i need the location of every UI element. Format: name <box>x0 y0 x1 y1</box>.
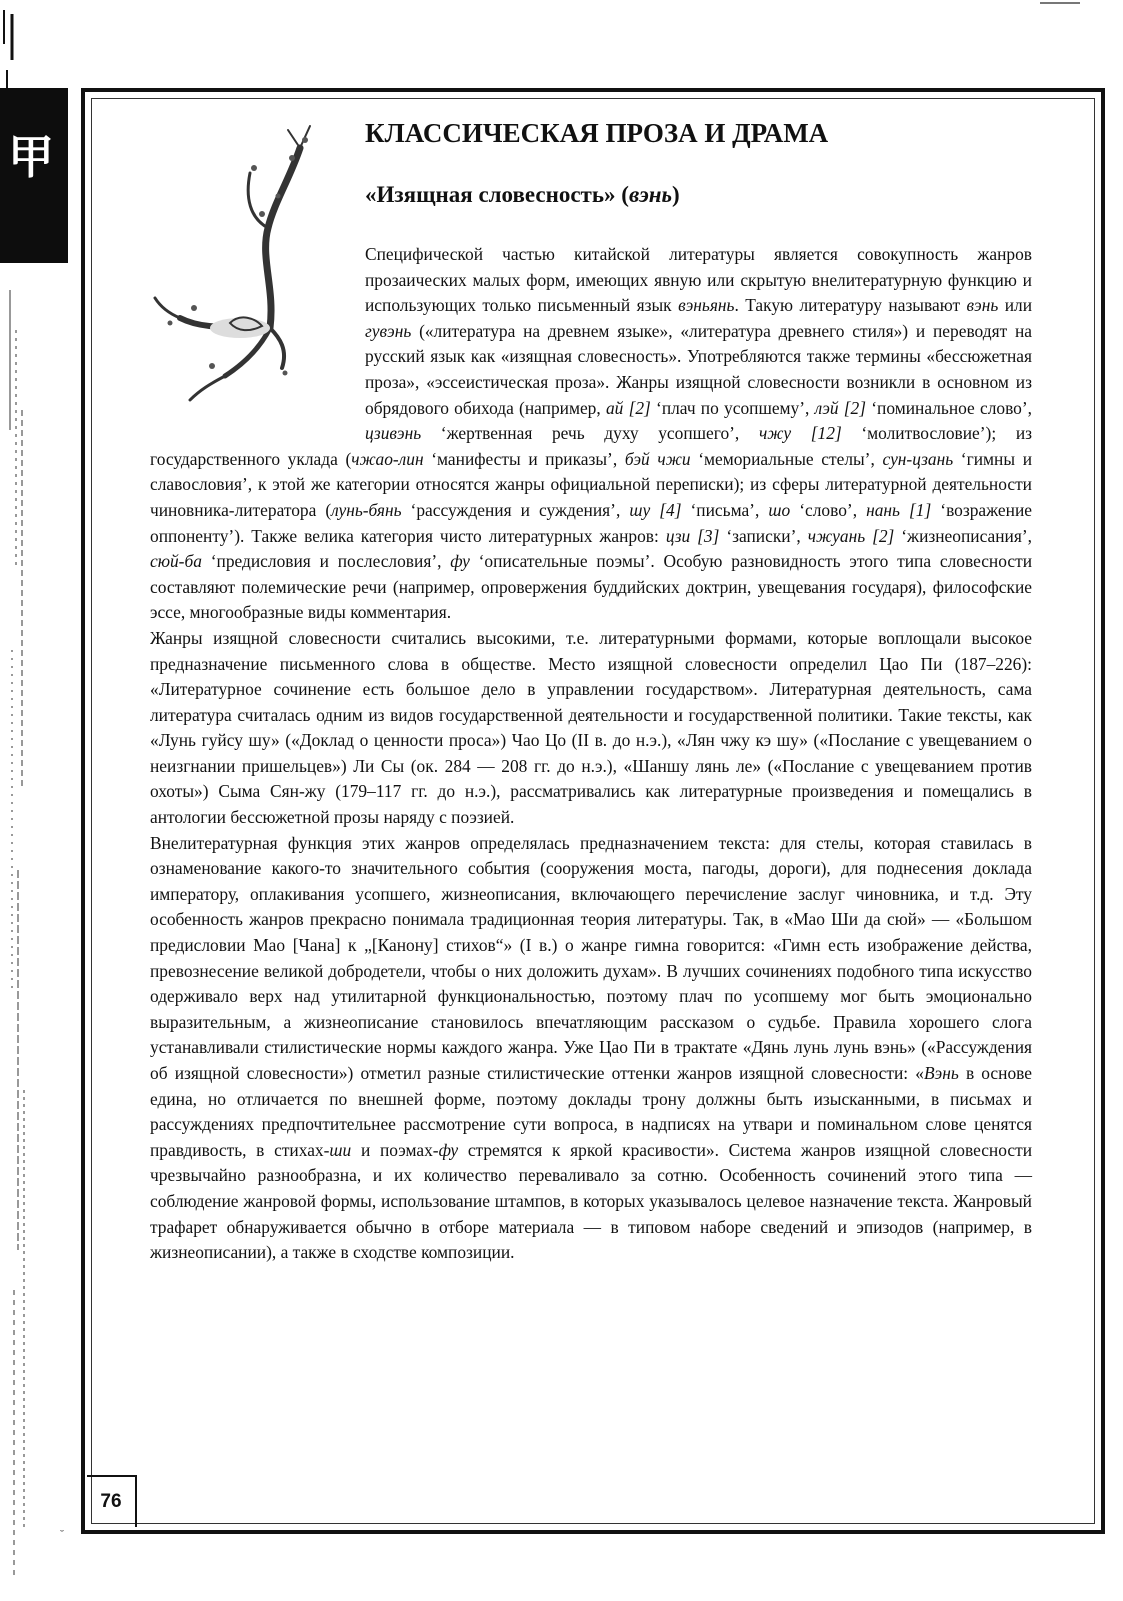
paragraph <box>150 831 1032 1266</box>
text-run: ‘рассуждения и суждения’, <box>401 499 630 520</box>
term-italic: цзи [3] <box>665 525 720 546</box>
term-italic: вэньянь <box>678 295 735 316</box>
paragraph <box>150 626 1032 831</box>
chapter-glyph: 甲 <box>8 130 54 184</box>
text-run: ‘жертвенная речь духу усопшего’, <box>421 423 759 444</box>
section-subtitle <box>365 182 680 208</box>
illustration-spacer <box>150 242 365 422</box>
text-run: ‘молитвословие’); из государственного уклада ( <box>150 423 1033 469</box>
term-italic: сюй-ба <box>150 551 202 572</box>
text-run: ‘возражение оппоненту’). Также велика категория чисто литературных жанров: <box>150 499 1032 546</box>
text-run: ‘гимны и славословия’, к этой же категории относятся жанры официальной переписки); из сферы литературной деятельности чиновника-литератора ( <box>150 448 1032 520</box>
term-italic: чжао-лин <box>351 448 424 469</box>
scan-top-marks <box>0 0 30 90</box>
text-run: или <box>998 295 1032 316</box>
text-run: Жанры изящной словесности считались высокими, т.е. литературными формами, которые воплощали высокое предназначение письменного слова в обществе. Место изящной словесности определил Цао Пи (187–226): «Литературное сочинение есть большое дело в управлении государством». Литературная деятельность, сама литература считалась одним из видов государственной деятельности и государственной политики. Такие тексты, как «Лунь гуйсу шу» («Доклад о ценности проса») Чао Цо (II в. до н.э.), «Лян чжу кэ шу» («Послание с увещеванием о неизгнании пришельцев») Ли Сы (ок. 284 — 208 гг. до н.э.), «Шаншу лянь ле» («Послание с увещеванием против охоты») Сыма Сян-жу (179–117 гг. до н.э.), рассматривались как литературные произведения и помещались в антологии бессюжетной прозы наряду с поэзией. <box>150 627 1032 828</box>
term-italic: цзивэнь <box>365 423 422 444</box>
term-italic: чжуань [2] <box>807 525 895 546</box>
term-italic: лэй [2] <box>814 397 867 418</box>
page-number: 76 <box>87 1475 137 1527</box>
scan-mark-bottom: ˘ <box>60 1527 64 1541</box>
text-run: и поэмах- <box>351 1139 439 1160</box>
subtitle-end: ) <box>672 182 680 207</box>
text-run: ‘манифесты и приказы’, <box>423 448 625 469</box>
text-run: Внелитературная функция этих жанров определялась предназначением текста: для стелы, которая ставилась в ознаменование какого-то значительного события (сооружения моста, пагоды, дороги), для поднесения доклада императору, оплакивания усопшего, жизнеописания, включающего перечисление заслуг чиновника, и т.д. Эту особенность жанров прекрасно понимала традиционная теория литературы. Так, в «Мао Ши да сюй» — «Большом предисловии Мао [Чана] к „[Канону] стихов“» (I в.) о жанре гимна говорится: «Гимн есть изображение действа, превознесение великой добродетели, чтобы о них доложить духам». В лучших сочинениях подобного типа искусство одерживало верх над утилитарной функциональностью, поэтому плач по усопшему мог быть эмоционально выразительным, а жизнеописание становилось впечатляющим рассказом о судьбе. Правила хорошего слога устанавливали стилистические нормы каждого жанра. Уже Цао Пи в трактате «Дянь лунь лунь вэнь» («Рассуждения об изящной словесности») отметил разные стилистические оттенки жанров изящной словесности: « <box>150 832 1032 1083</box>
term-italic: ай [2] <box>605 397 651 418</box>
term-italic: ши <box>329 1139 352 1160</box>
article-body <box>150 242 1032 1266</box>
text-run: ‘плач по усопшему’, <box>650 397 815 418</box>
text-run: ‘слово’, <box>790 499 867 520</box>
term-italic: Вэнь <box>923 1063 959 1083</box>
term-italic: вэнь <box>966 295 999 316</box>
scan-mark <box>1040 2 1080 4</box>
term-italic: нань [1] <box>866 499 932 520</box>
text-run: ‘мемориальные стелы’, <box>690 448 883 469</box>
term-italic: гувэнь <box>365 320 412 341</box>
term-italic: фу <box>438 1139 459 1160</box>
text-run: Специфической частью китайской литературы является совокупность жанров прозаических малых форм, имеющих явную или скрытую внелитературную функцию и использующих только письменный язык <box>365 244 1032 316</box>
term-italic: сун-цзань <box>882 448 954 469</box>
text-run: ‘письма’, <box>681 499 769 520</box>
text-run: ‘описательные поэмы’. Особую разновидность этого типа словесности составляют полемические речи (например, опровержения буддийских доктрин, увещевания государя), философские эссе, многообразные виды комментария. <box>150 551 1032 623</box>
text-run: в основе едина, но отличается по внешней форме, поэтому доклады трону должны быть изысканными, в письмах и рассуждениях предпочтительнее рассмотрение сути вопроса, в надписях на утвари и поминальном слове ценятся правдивость, в стихах- <box>150 1063 1032 1160</box>
text-run: ‘жизнеописания’, <box>894 525 1032 546</box>
term-italic: лунь-бянь <box>331 499 402 520</box>
scan-edge-noise <box>6 270 28 1590</box>
chapter-tab <box>0 88 68 263</box>
text-run: ‘предисловия и послесловия’, <box>201 551 451 572</box>
subtitle-term: вэнь <box>628 182 673 207</box>
page-title: КЛАССИЧЕСКАЯ ПРОЗА И ДРАМА <box>365 118 829 148</box>
term-italic: шу [4] <box>629 499 682 520</box>
text-run: («литература на древнем языке», «литература древнего стиля») и переводят на русский язык как «изящная словесность». Употребляются также термины «бессюжетная проза», «эссеистическая проза». Жанры изящной словесности возникли в основном из обрядового обихода (например, <box>365 320 1032 418</box>
text-run: ‘записки’, <box>719 525 808 546</box>
term-italic: фу <box>450 551 470 572</box>
term-italic: шо <box>768 499 791 520</box>
text-run: . Такую литературу называют <box>734 295 967 316</box>
term-italic: бэй чжи <box>624 448 691 469</box>
subtitle-main: «Изящная словесность» ( <box>365 182 629 207</box>
text-run: стремятся к яркой красивости». Система жанров изящной словесности чрезвычайно разнообразна, и их количество переваливало за сотню. Особенность сочинений этого типа — соблюдение жанровой формы, использование штампов, в которых указывалось целевое назначение текста. Жанровый трафарет обнаруживается обычно в отборе материала — в типовом наборе сведений и эпизодов (например, в жизнеописании), а также в сходстве композиции. <box>150 1139 1032 1263</box>
term-italic: чжу [12] <box>758 423 842 444</box>
text-run: ‘поминальное слово’, <box>866 397 1032 418</box>
